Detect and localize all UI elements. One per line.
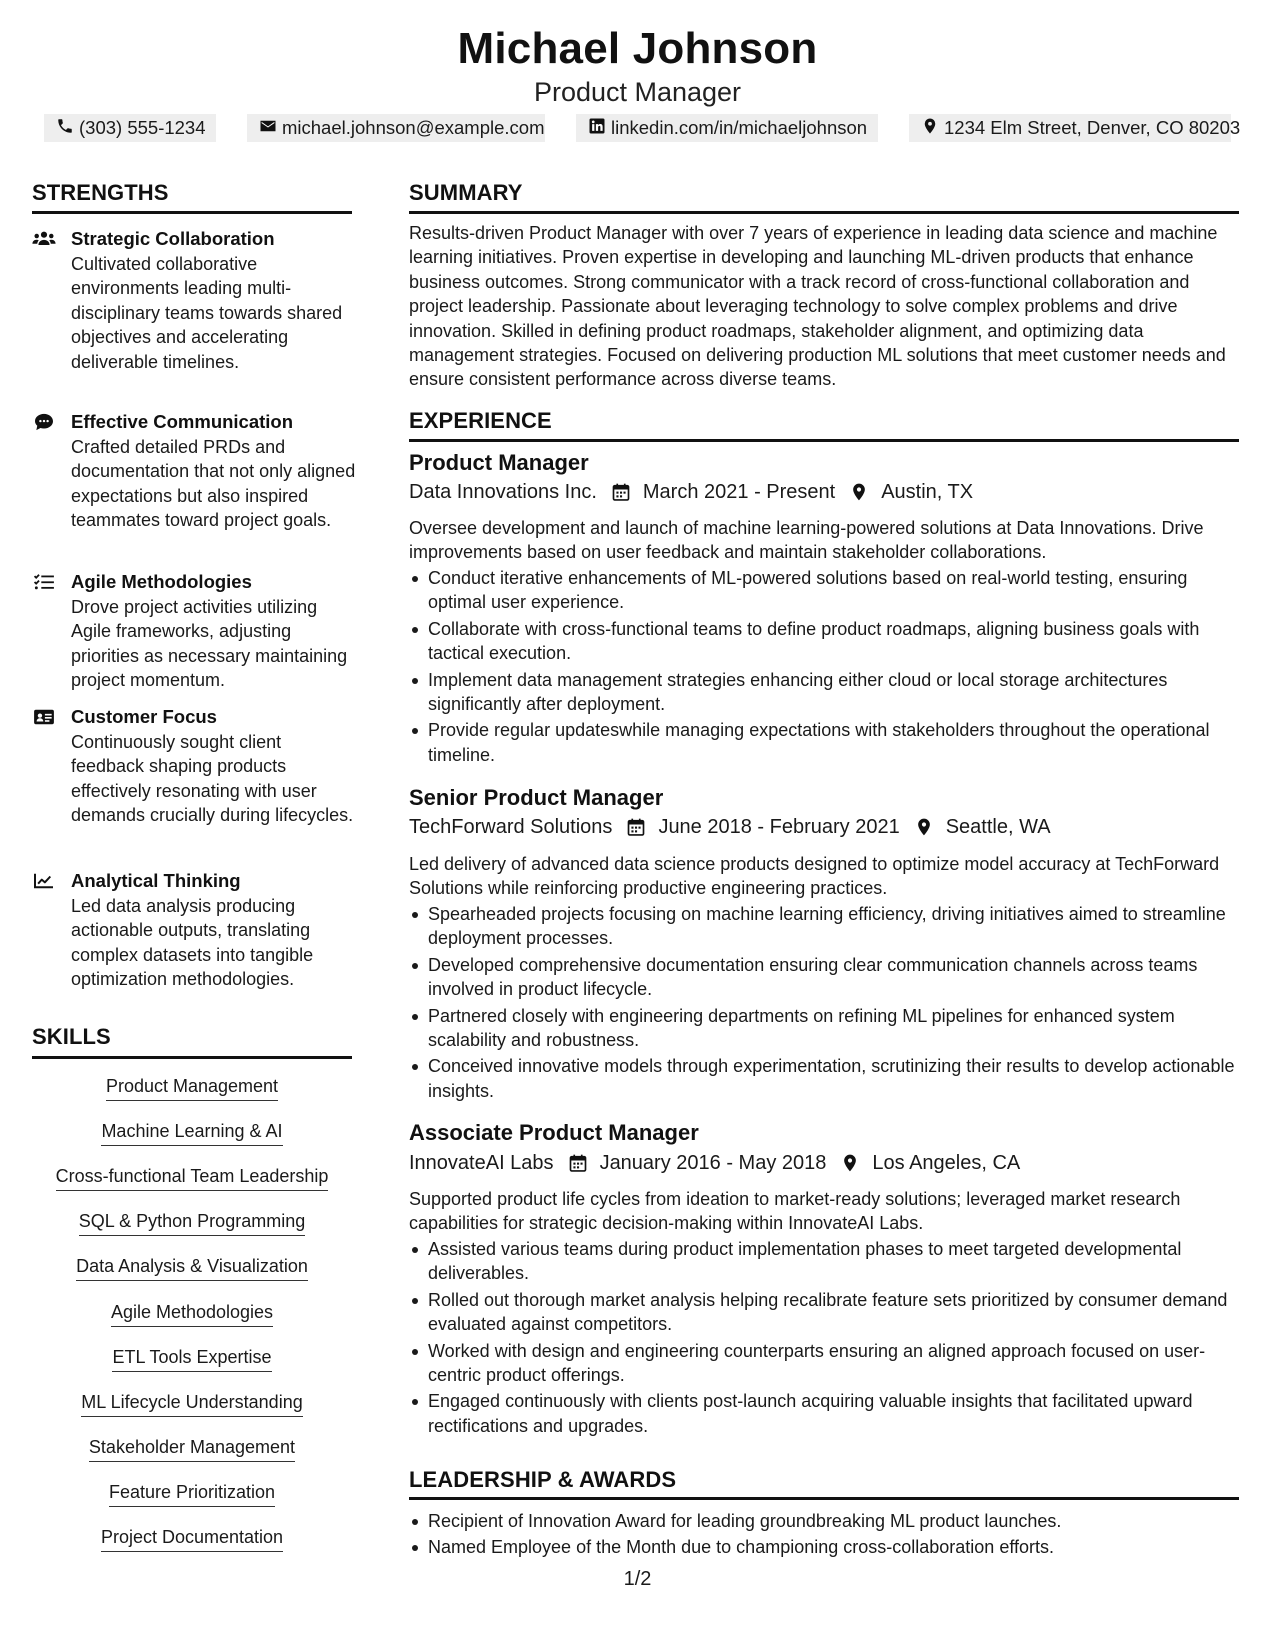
linkedin-icon bbox=[588, 117, 611, 140]
list-check-icon bbox=[32, 573, 56, 591]
job-location: Austin, TX bbox=[881, 480, 974, 503]
skill-label: Cross-functional Team Leadership bbox=[56, 1164, 329, 1191]
summary-text: Results-driven Product Manager with over 7 years of experience in leading data science and machine learning initiatives. Proven expertise in developing and launching ML-driven products that enhance business outcomes. Strong communicator with a track record of cross-functional collaboration and project leadership. Passionate about leveraging technology to solve complex problems and drive innovation. Skilled in defining product roadmaps, stakeholder alignment, and optimizing data management strategies. Focused on delivering production ML solutions that meet customer needs and ensure consistent performance across diverse teams. bbox=[409, 223, 1226, 390]
job-company: TechForward Solutions bbox=[409, 815, 613, 838]
strength-description: Cultivated collaborative environments leading multi-disciplinary teams towards shared objectives and accelerating deliverable timelines. bbox=[71, 254, 343, 372]
job-title: Associate Product Manager bbox=[409, 1120, 699, 1145]
strength-description: Led data analysis producing actionable outputs, translating complex datasets into tangible optimization methodologies. bbox=[71, 896, 314, 990]
page-number: 1/2 bbox=[623, 1568, 652, 1590]
phone-icon bbox=[56, 117, 79, 140]
job-dates: January 2016 - May 2018 bbox=[599, 1151, 827, 1174]
contact-linkedin-text: linkedin.com/in/michaeljohnson bbox=[611, 117, 868, 138]
job-location: Seattle, WA bbox=[945, 815, 1051, 838]
skill-label: Machine Learning & AI bbox=[101, 1119, 282, 1146]
calendar-icon bbox=[626, 817, 646, 837]
skill-item bbox=[32, 1164, 352, 1194]
summary-rule bbox=[409, 211, 1239, 214]
skill-label: Agile Methodologies bbox=[111, 1300, 273, 1327]
skill-item bbox=[32, 1119, 352, 1149]
job-bullet: Partnered closely with engineering departments on refining ML pipelines for enhanced system scalability and robustness. bbox=[409, 1004, 1239, 1053]
job-description: Led delivery of advanced data science products designed to optimize model accuracy at TechForward Solutions while reinforcing productive engineering practices. bbox=[409, 854, 1220, 899]
calendar-icon bbox=[611, 482, 631, 502]
contact-address bbox=[909, 114, 1241, 142]
skill-item bbox=[32, 1345, 352, 1375]
job-bullet: Provide regular updateswhile managing expectations with stakeholders throughout the operational timeline. bbox=[409, 718, 1239, 767]
strength-description: Crafted detailed PRDs and documentation that not only aligned expectations but also inspired teammates toward project goals. bbox=[71, 437, 356, 531]
candidate-name: Michael Johnson bbox=[457, 24, 818, 73]
candidate-role: Product Manager bbox=[533, 77, 742, 107]
job-description: Oversee development and launch of machine learning-powered solutions at Data Innovations. Drive improvements based on user feedback and maintain stakeholder collaborations. bbox=[409, 518, 1204, 563]
job-bullet: Developed comprehensive documentation ensuring clear communication channels across teams involved in product lifecycle. bbox=[409, 953, 1239, 1002]
map-pin-icon bbox=[840, 1153, 860, 1173]
calendar-icon bbox=[568, 1153, 588, 1173]
experience-heading: EXPERIENCE bbox=[409, 408, 552, 433]
job-location: Los Angeles, CA bbox=[872, 1151, 1021, 1174]
strength-description: Drove project activities utilizing Agile frameworks, adjusting priorities as necessary maintaining project momentum. bbox=[71, 597, 348, 691]
job-bullets bbox=[409, 566, 1239, 769]
map-pin-icon bbox=[849, 482, 869, 502]
strength-item bbox=[32, 410, 356, 556]
leadership-heading: LEADERSHIP & AWARDS bbox=[409, 1467, 677, 1492]
skill-label: Project Documentation bbox=[101, 1525, 283, 1552]
award-item: Recipient of Innovation Award for leading groundbreaking ML product launches. bbox=[409, 1509, 1239, 1533]
strength-title: Strategic Collaboration bbox=[71, 228, 275, 249]
summary-heading: SUMMARY bbox=[409, 180, 523, 205]
contact-phone[interactable] bbox=[44, 114, 216, 142]
skill-item bbox=[32, 1390, 352, 1420]
award-item: Named Employee of the Month due to championing cross-collaboration efforts. bbox=[409, 1535, 1239, 1559]
skills-heading: SKILLS bbox=[32, 1024, 111, 1049]
job-meta bbox=[409, 479, 973, 505]
contact-phone-text: (303) 555-1234 bbox=[79, 117, 206, 138]
skill-item bbox=[32, 1074, 352, 1104]
skill-item bbox=[32, 1254, 352, 1284]
job-company: InnovateAI Labs bbox=[409, 1151, 554, 1174]
experience-rule bbox=[409, 439, 1239, 442]
map-pin-icon bbox=[914, 817, 934, 837]
skill-label: Product Management bbox=[106, 1074, 278, 1101]
job-title: Senior Product Manager bbox=[409, 785, 664, 810]
map-pin-icon bbox=[921, 117, 944, 140]
envelope-icon bbox=[259, 117, 282, 140]
skill-label: Feature Prioritization bbox=[109, 1480, 275, 1507]
contact-address-text: 1234 Elm Street, Denver, CO 80203 bbox=[944, 117, 1241, 138]
job-dates: June 2018 - February 2021 bbox=[658, 815, 900, 838]
strength-item bbox=[32, 570, 352, 690]
job-bullet: Worked with design and engineering counterparts ensuring an aligned approach focused on user-centric product offerings. bbox=[409, 1339, 1239, 1388]
skills-rule bbox=[32, 1056, 352, 1059]
strength-item bbox=[32, 227, 352, 397]
skill-label: SQL & Python Programming bbox=[79, 1209, 305, 1236]
contact-linkedin[interactable] bbox=[576, 114, 878, 142]
strength-title: Analytical Thinking bbox=[71, 870, 241, 891]
skill-item bbox=[32, 1525, 352, 1555]
job-bullet: Implement data management strategies enhancing either cloud or local storage architectures significantly after deployment. bbox=[409, 668, 1239, 717]
users-icon bbox=[32, 230, 56, 248]
strengths-rule bbox=[32, 211, 352, 214]
job-bullets bbox=[409, 902, 1239, 1105]
skill-label: ML Lifecycle Understanding bbox=[81, 1390, 302, 1417]
skill-item bbox=[32, 1300, 352, 1330]
job-bullet: Engaged continuously with clients post-launch acquiring valuable insights that facilitated upward rectifications and upgrades. bbox=[409, 1389, 1239, 1438]
skill-label: Stakeholder Management bbox=[89, 1435, 295, 1462]
strength-title: Customer Focus bbox=[71, 706, 217, 727]
id-card-icon bbox=[32, 708, 56, 726]
contact-email-text: michael.johnson@example.com bbox=[282, 117, 545, 138]
skill-item bbox=[32, 1209, 352, 1239]
job-dates: March 2021 - Present bbox=[642, 480, 836, 503]
job-bullet: Assisted various teams during product implementation phases to meet targeted developmental deliverables. bbox=[409, 1237, 1239, 1286]
job-bullet: Conduct iterative enhancements of ML-powered solutions based on real-world testing, ensuring optimal user experience. bbox=[409, 566, 1239, 615]
job-title: Product Manager bbox=[409, 450, 589, 475]
leadership-rule bbox=[409, 1497, 1239, 1500]
skill-label: ETL Tools Expertise bbox=[112, 1345, 271, 1372]
skill-item bbox=[32, 1435, 352, 1465]
job-meta bbox=[409, 814, 1051, 840]
job-bullet: Rolled out thorough market analysis helping recalibrate feature sets prioritized by consumer demand evaluated against competitors. bbox=[409, 1288, 1239, 1337]
leadership-bullets bbox=[409, 1509, 1239, 1562]
job-meta bbox=[409, 1150, 1020, 1176]
contact-email[interactable] bbox=[247, 114, 545, 142]
job-bullet: Spearheaded projects focusing on machine learning efficiency, driving initiatives aimed to streamline deployment processes. bbox=[409, 902, 1239, 951]
line-chart-icon bbox=[32, 872, 56, 890]
strength-title: Agile Methodologies bbox=[71, 571, 252, 592]
strength-item bbox=[32, 869, 352, 999]
skill-item bbox=[32, 1480, 352, 1510]
strengths-heading: STRENGTHS bbox=[32, 180, 169, 205]
contact-bar bbox=[44, 114, 1241, 142]
job-company: Data Innovations Inc. bbox=[409, 480, 597, 503]
job-bullet: Collaborate with cross-functional teams to define product roadmaps, aligning business goals with tactical execution. bbox=[409, 617, 1239, 666]
job-bullet: Conceived innovative models through experimentation, scrutinizing their results to develop actionable insights. bbox=[409, 1054, 1239, 1103]
job-description: Supported product life cycles from ideation to market-ready solutions; leveraged market research capabilities for strategic decision-making within InnovateAI Labs. bbox=[409, 1189, 1181, 1234]
strength-item bbox=[32, 705, 352, 855]
job-bullets bbox=[409, 1237, 1239, 1440]
skill-label: Data Analysis & Visualization bbox=[76, 1254, 308, 1281]
strength-title: Effective Communication bbox=[71, 411, 294, 432]
resume-header bbox=[0, 22, 1275, 108]
chat-bubble-icon bbox=[32, 413, 56, 431]
strength-description: Continuously sought client feedback shaping products effectively resonating with user demands crucially during lifecycles. bbox=[71, 732, 354, 826]
